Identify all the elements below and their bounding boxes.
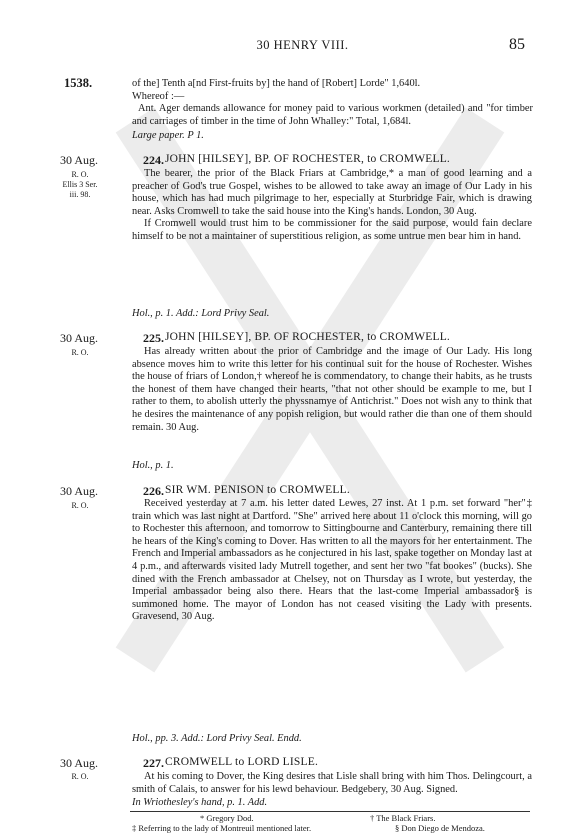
page-header (80, 38, 525, 58)
footnote-rule (130, 811, 530, 812)
margin-note: R. O. (71, 772, 89, 781)
entry-225-date: 30 Aug. (60, 331, 99, 345)
entry-224-number: 224. (143, 153, 164, 167)
entry-227-date: 30 Aug. (60, 756, 99, 770)
intro-meta: Large paper. P 1. (132, 130, 204, 141)
entry-227-meta: In Wriothesley's hand, p. 1. Add. (132, 797, 268, 808)
margin-note: R. O. (71, 501, 89, 510)
entry-225-body (132, 346, 532, 434)
entry-226-title: SIR WM. PENISON to CROMWELL. (165, 484, 350, 496)
entry-226-para-1: Received yesterday at 7 a.m. his letter dated Lewes, 27 inst. At 1 p.m. set forward "her"‡ train which was last night at Dartford. "She" arrived here about 11 o'clock this morning, will go to Rochester this afternoon, and tomorrow to Sittingbourne and Canterbury, remaining there till he hears of the King's coming to Dover. Has written to all the mayors for her entertainment. The French and Imperial ambassadors as he conjectured in his last, spake together on Monday last at 4 p.m., and afterwards visited lady Mutrell together, and sent her two "fat bookes" (bucks). She dined with the French ambassador at Chelsey, not on Thursday as I wrote, but yesterday, the Imperial ambassador being also there. Hears that the last-come Imperial ambassador§ is summoned home. The mayor of London has not ceased visiting the Lady with presents. Gravesend, 30 Aug. (132, 498, 532, 623)
margin-note: R. O. (71, 170, 89, 179)
intro-line-1: of the] Tenth a[nd First-fruits by] the hand of [Robert] Lorde" 1,640l. (132, 78, 421, 89)
entry-226-number: 226. (143, 484, 164, 498)
year-label: 1538. (64, 76, 93, 90)
entry-226-body (132, 498, 532, 624)
running-head: 30 HENRY VIII. (256, 38, 349, 52)
intro-paragraph: Ant. Ager demands allowance for money paid to various workmen (detailed) and "for timber and carriages of timber in the time of John Whalley:" Total, 1,684l. (132, 103, 533, 127)
entry-224-meta: Hol., p. 1. Add.: Lord Privy Seal. (132, 308, 270, 319)
intro-block (118, 78, 533, 128)
entry-227-margin (57, 772, 103, 782)
footnote-3: ‡ Referring to the lady of Montreuil mentioned later. (132, 823, 312, 833)
entry-226-date: 30 Aug. (60, 484, 99, 498)
entry-227-title: CROMWELL to LORD LISLE. (165, 756, 319, 768)
margin-note: Ellis 3 Ser. (62, 180, 98, 189)
entry-224-title: JOHN [HILSEY], BP. OF ROCHESTER, to CROMWELL. (165, 153, 451, 165)
margin-note: R. O. (71, 348, 89, 357)
entry-224-body (132, 168, 532, 244)
page-number: 85 (509, 36, 525, 53)
margin-note: iii. 98. (69, 190, 91, 199)
entry-225-title: JOHN [HILSEY], BP. OF ROCHESTER, to CROMWELL. (165, 331, 451, 343)
entry-226-margin (57, 501, 103, 511)
entry-227-body (132, 771, 532, 796)
entry-225-meta: Hol., p. 1. (132, 460, 174, 471)
entry-227-number: 227. (143, 756, 164, 770)
entry-225-margin (57, 348, 103, 358)
entry-224-para-2: If Cromwell would trust him to be commissioner for the said purpose, would fain declare himself to be not a maintainer of superstitious religion, as some untrue men bear him in hand. (132, 218, 532, 242)
entry-225-number: 225. (143, 331, 164, 345)
entry-227-para-1: At his coming to Dover, the King desires that Lisle shall bring with him Thos. Delingcourt, a smith of Calais, to answer for his lewd behaviour. Bedgebery, 30 Aug. Signed. (132, 771, 532, 795)
entry-226-meta: Hol., pp. 3. Add.: Lord Privy Seal. Endd. (132, 733, 302, 744)
entry-224-para-1: The bearer, the prior of the Black Friars at Cambridge,* a man of good learning and a preacher of God's true Gospel, wishes to be allowed to take away an image of Our Lady in his house, which has had much pilgrimage to her, especially at Sturbridge Fair, which is drawing near. Asks Cromwell to take the said house into the King's hands. London, 30 Aug. (132, 168, 532, 217)
footnote-1: * Gregory Dod. (200, 813, 254, 823)
entry-224-margin (57, 170, 103, 200)
footnote-2: † The Black Friars. (370, 813, 436, 823)
intro-line-2: Whereof :— (132, 90, 185, 102)
entry-224-date: 30 Aug. (60, 153, 99, 167)
entry-225-para-1: Has already written about the prior of Cambridge and the image of Our Lady. His long absence moves him to write this letter for his continual suit for the house of Rochester. Wishes the house of friars of London,† whereof he is commendatory, to change their habits, as he trusts the honest of them have changed their hearts, "that not other should be example to me, but I rather to them, to abolish utterly the physsnamye of Antichrist." Does not wish any to think that he desires the maintenance of any popish religion, but would rather die than one of them should remain. 30 Aug. (132, 346, 532, 433)
footnote-4: § Don Diego de Mendoza. (395, 823, 485, 833)
